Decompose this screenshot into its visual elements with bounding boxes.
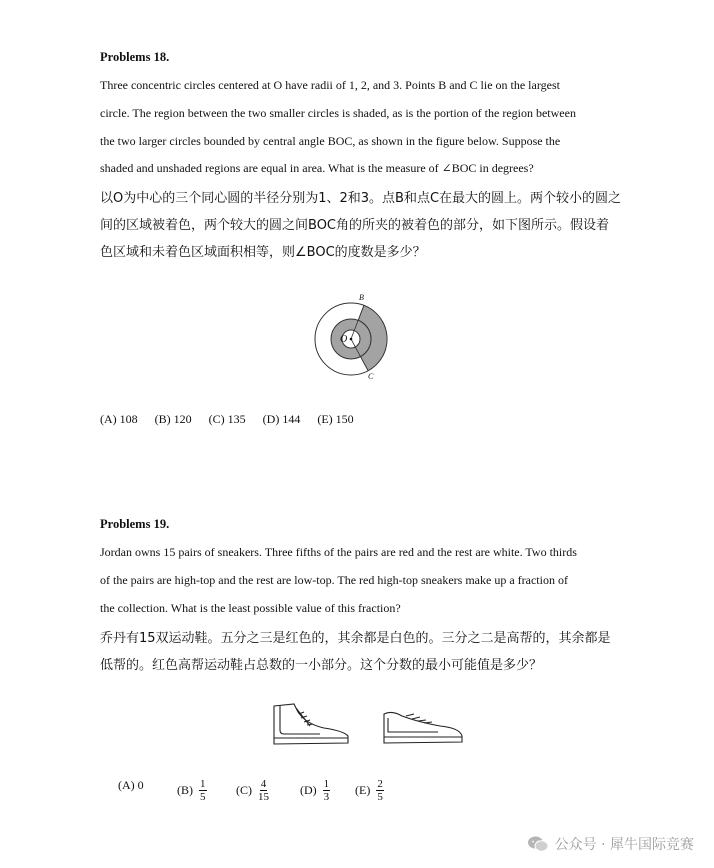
choice-b: [177, 778, 207, 803]
choice-b-label: (B): [177, 783, 193, 797]
choice-e-numerator: 2: [377, 778, 383, 790]
label-o: O: [340, 334, 348, 345]
problem-19-text-line: of the pairs are high-top and the rest are low-top. The red high-top sneakers make up a fraction of: [100, 573, 568, 587]
problem-19-text-line: Jordan owns 15 pairs of sneakers. Three fifths of the pairs are red and the rest are white. Two thirds: [100, 545, 577, 559]
choice-e: (E) 150: [317, 412, 354, 426]
watermark-text: 公众号 · 犀牛国际竞赛: [554, 837, 694, 853]
problem-18-title: Problems 18.: [100, 50, 170, 64]
problem-19-title: Problems 19.: [100, 517, 170, 531]
choice-b: (B) 120: [154, 412, 192, 426]
problem-18-text-line: the two larger circles bounded by central angle BOC, as shown in the figure below. Suppose the: [100, 134, 561, 148]
choice-c: (C) 135: [208, 412, 246, 426]
center-point: [350, 338, 353, 341]
label-c: C: [368, 372, 374, 381]
concentric-circles-figure: [305, 288, 405, 388]
problem-18-zh-line: 以O为中心的三个同心圆的半径分别为1、2和3。点B和点C在最大的圆上。两个较小的圆之: [100, 191, 622, 206]
problem-18-zh-line: 色区域和未着色区域面积相等，则∠BOC的度数是多少？: [100, 245, 426, 260]
choice-b-numerator: 1: [200, 778, 206, 790]
choice-e: [355, 778, 384, 803]
choice-c-numerator: 4: [260, 778, 267, 790]
problem-19-zh-line: 低帮的。红色高帮运动鞋占总数的一小部分。这个分数的最小可能值是多少？: [100, 658, 543, 673]
problem-18-text-line: Three concentric circles centered at O have radii of 1, 2, and 3. Points B and C lie on the largest: [100, 78, 560, 92]
choice-d-label: (D): [300, 783, 317, 797]
choice-b-denominator: 5: [200, 791, 206, 803]
choice-d-numerator: 1: [323, 778, 330, 790]
low-top-sneaker-icon: [384, 712, 462, 743]
wechat-icon: [527, 835, 549, 853]
problem-19-text-line: the collection. What is the least possible value of this fraction?: [100, 601, 401, 615]
choice-a-value: 0: [137, 778, 144, 792]
problem-18-text-line: circle. The region between the two smaller circles is shaded, as is the portion of the region between: [100, 106, 576, 120]
choice-c-denominator: 15: [258, 791, 269, 803]
problem-18-choices: [100, 412, 368, 427]
choice-d: (D) 144: [262, 412, 301, 426]
choice-e-label: (E): [355, 783, 371, 797]
sneakers-illustration: [268, 700, 468, 752]
choice-e-denominator: 5: [377, 791, 383, 803]
choice-d: [300, 778, 330, 803]
choice-a: [118, 778, 144, 793]
watermark: [527, 834, 694, 854]
problem-18-zh-line: 间的区域被着色，两个较大的圆之间BOC角的所夹的被着色的部分，如下图所示。假设着: [100, 218, 610, 233]
high-top-sneaker-icon: [274, 704, 348, 744]
problem-19-zh-line: 乔丹有15双运动鞋。五分之三是红色的，其余都是白色的。三分之二是高帮的，其余都是: [100, 631, 611, 646]
label-b: B: [359, 293, 364, 302]
choice-a-label: (A): [118, 778, 135, 792]
choice-c: [236, 778, 269, 803]
choice-a: (A) 108: [100, 412, 138, 426]
choice-d-denominator: 3: [323, 791, 330, 803]
choice-c-label: (C): [236, 783, 252, 797]
problem-18-text-line: shaded and unshaded regions are equal in area. What is the measure of ∠BOC in degrees?: [100, 161, 534, 175]
